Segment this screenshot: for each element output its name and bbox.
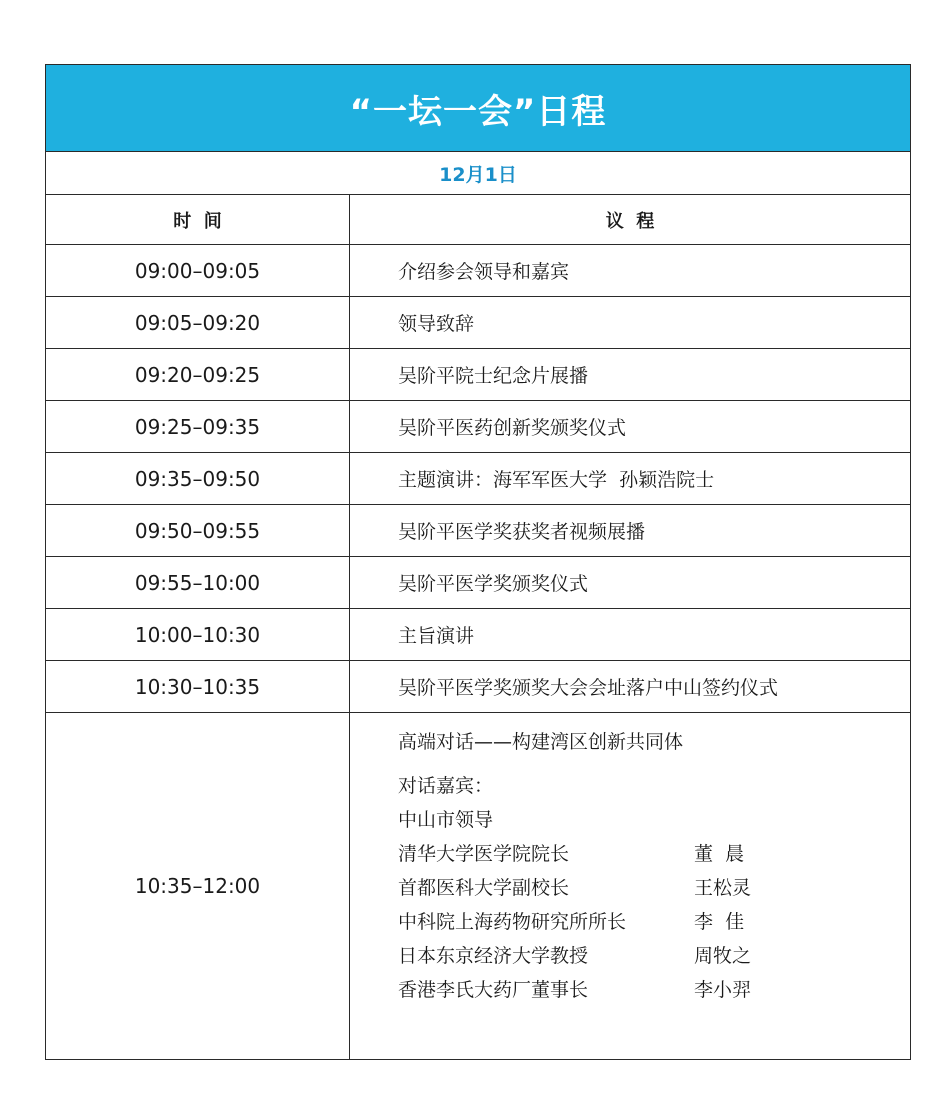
guest-title: 首都医科大学副校长 <box>398 877 570 899</box>
guest-line <box>398 905 818 939</box>
guest-title: 香港李氏大药厂董事长 <box>398 979 589 1001</box>
table-row <box>46 557 910 609</box>
guest-line <box>398 803 818 837</box>
dialogue-row <box>46 713 910 1059</box>
dialogue-agenda-cell <box>350 713 910 1059</box>
agenda-cell: 介绍参会领导和嘉宾 <box>398 261 570 283</box>
agenda-cell: 吴阶平医学奖颁奖仪式 <box>398 573 589 595</box>
dialogue-topic: 高端对话——构建湾区创新共同体 <box>398 731 684 753</box>
guest-line <box>398 837 818 871</box>
guest-title: 中山市领导 <box>398 809 494 831</box>
agenda-cell: 吴阶平医药创新奖颁奖仪式 <box>398 417 627 439</box>
table-row <box>46 609 910 661</box>
agenda-cell: 领导致辞 <box>398 313 475 335</box>
table-row <box>46 245 910 297</box>
guest-line <box>398 939 818 973</box>
guest-line <box>398 871 818 905</box>
guest-title: 清华大学医学院院长 <box>398 843 570 865</box>
time-cell: 09:00–09:05 <box>46 245 350 296</box>
time-cell: 09:05–09:20 <box>46 297 350 348</box>
time-cell: 09:35–09:50 <box>46 453 350 504</box>
guest-name: 李小羿 <box>694 979 752 1001</box>
guest-name: 王松灵 <box>694 877 752 899</box>
time-cell: 09:55–10:00 <box>46 557 350 608</box>
time-cell: 09:50–09:55 <box>46 505 350 556</box>
agenda-cell: 吴阶平院士纪念片展播 <box>398 365 589 387</box>
guest-name: 董 晨 <box>694 843 745 865</box>
time-cell: 09:25–09:35 <box>46 401 350 452</box>
time-column-header: 时 间 <box>46 195 350 244</box>
guest-line <box>398 973 818 1007</box>
schedule-table <box>45 64 911 1060</box>
time-cell: 10:30–10:35 <box>46 661 350 712</box>
table-header-row <box>46 195 910 245</box>
guest-title: 日本东京经济大学教授 <box>398 945 589 967</box>
schedule-date: 12月1日 <box>46 152 910 195</box>
agenda-cell: 吴阶平医学奖获奖者视频展播 <box>398 521 646 543</box>
schedule-title: “一坛一会”日程 <box>46 65 910 152</box>
guest-name: 周牧之 <box>694 945 752 967</box>
time-cell: 10:35–12:00 <box>46 713 350 1059</box>
agenda-cell: 主题演讲：海军军医大学 孙颖浩院士 <box>398 469 715 491</box>
agenda-cell: 主旨演讲 <box>398 625 475 647</box>
table-row <box>46 505 910 557</box>
agenda-cell: 吴阶平医学奖颁奖大会会址落户中山签约仪式 <box>398 677 779 699</box>
table-row <box>46 349 910 401</box>
table-row <box>46 661 910 713</box>
time-cell: 09:20–09:25 <box>46 349 350 400</box>
guest-title: 中科院上海药物研究所所长 <box>398 911 627 933</box>
agenda-column-header: 议 程 <box>605 210 655 232</box>
table-row <box>46 297 910 349</box>
guest-name <box>694 803 818 837</box>
time-cell: 10:00–10:30 <box>46 609 350 660</box>
table-row <box>46 401 910 453</box>
table-row <box>46 453 910 505</box>
guests-heading: 对话嘉宾： <box>398 775 494 797</box>
guest-name: 李 佳 <box>694 911 745 933</box>
